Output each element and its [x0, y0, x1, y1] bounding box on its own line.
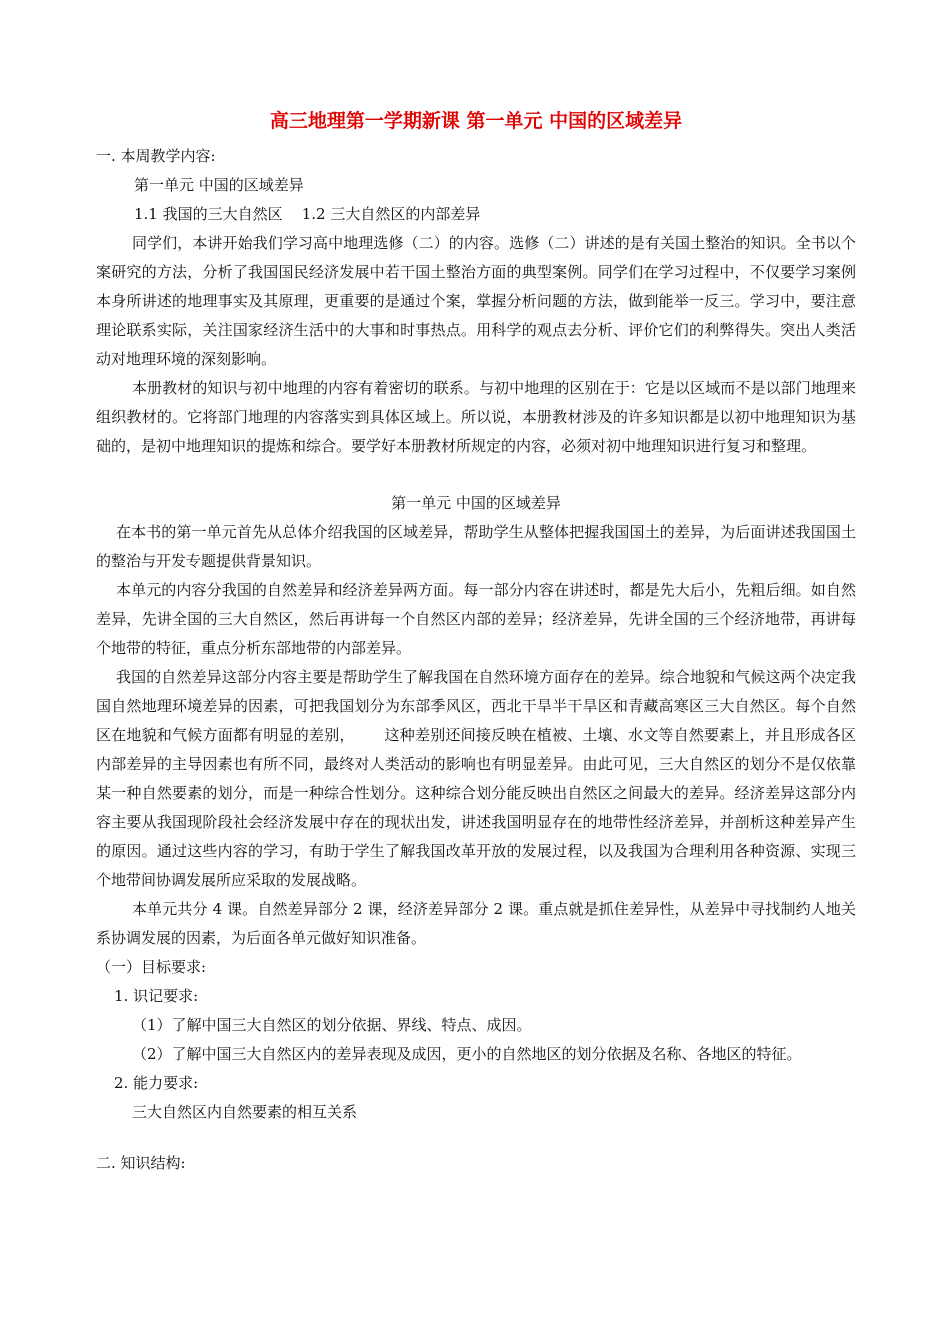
unit-paragraph-2: 本单元的内容分我国的自然差异和经济差异两方面。每一部分内容在讲述时，都是先大后小，先粗后细。如自然差异，先讲全国的三大自然区，然后再讲每一个自然区内部的差异；经济差异，先讲全国的三个经济地带，再讲每个地带的特征，重点分析东部地带的内部差异。	[96, 581, 856, 657]
goal-2-heading: 2. 能力要求:	[114, 1074, 199, 1092]
intro-paragraph-2: 本册教材的知识与初中地理的内容有着密切的联系。与初中地理的区别在于：它是以区域而不是以部门地理来组织教材的。它将部门地理的内容落实到具体区域上。所以说，本册教材涉及的许多知识都是以初中地理知识为基础的，是初中地理知识的提炼和综合。要学好本册教材所规定的内容，必须对初中地理知识进行复习和整理。	[96, 379, 856, 455]
intro-paragraph-1: 同学们，本讲开始我们学习高中地理选修（二）的内容。选修（二）讲述的是有关国土整治的知识。全书以个案研究的方法，分析了我国国民经济发展中若干国土整治方面的典型案例。同学们在学习过程中，不仅要学习案例本身所讲述的地理事实及其原理，更重要的是通过个案，掌握分析问题的方法，做到能举一反三。学习中，要注意理论联系实际，关注国家经济生活中的大事和时事热点。用科学的观点去分析、评价它们的利弊得失。突出人类活动对地理环境的深刻影响。	[96, 234, 856, 368]
unit-paragraph-4: 本单元共分 4 课。自然差异部分 2 课，经济差异部分 2 课。重点就是抓住差异性，从差异中寻找制约人地关系协调发展的因素，为后面各单元做好知识准备。	[96, 900, 856, 947]
section-2-heading: 二. 知识结构:	[96, 1154, 186, 1172]
spacer	[96, 1127, 856, 1149]
document-page	[96, 108, 856, 1178]
unit-heading: 第一单元 中国的区域差异	[391, 494, 561, 512]
unit-line: 第一单元 中国的区域差异	[134, 176, 304, 194]
goal-1-heading: 1. 识记要求:	[114, 987, 199, 1005]
section-1-heading: 一. 本周教学内容:	[96, 147, 216, 165]
goal-1-item-1: （1）了解中国三大自然区的划分依据、界线、特点、成因。	[132, 1016, 532, 1034]
goals-heading: （一）目标要求:	[96, 958, 207, 976]
unit-paragraph-1: 在本书的第一单元首先从总体介绍我国的区域差异，帮助学生从整体把握我国国土的差异，为后面讲述我国国土的整治与开发专题提供背景知识。	[96, 523, 856, 570]
goal-1-item-2: （2）了解中国三大自然区内的差异表现及成因，更小的自然地区的划分依据及名称、各地区的特征。	[132, 1045, 802, 1063]
spacer	[96, 461, 856, 489]
goal-2-text: 三大自然区内自然要素的相互关系	[132, 1103, 358, 1121]
unit-paragraph-3: 我国的自然差异这部分内容主要是帮助学生了解我国在自然环境方面存在的差异。综合地貌和气候这两个决定我国自然地理环境差异的因素，可把我国划分为东部季风区，西北干旱半干旱区和青藏高寒区三大自然区。每个自然区在地貌和气候方面都有明显的差别， 这种差别还间接反映在植被、土壤、水文等自然要素上，并且形成各区内部差异的主导因素也有所不同，最终对人类活动的影响也有明显差异。由此可见，三大自然区的划分不是仅依靠某一种自然要素的划分，而是一种综合性划分。这种综合划分能反映出自然区之间最大的差异。经济差异这部分内容主要从我国现阶段社会经济发展中存在的现状出发，讲述我国明显存在的地带性经济差异，并剖析这种差异产生的原因。通过这些内容的学习，有助于学生了解我国改革开放的发展过程，以及我国为合理利用各种资源、实现三个地带间协调发展所应采取的发展战略。	[96, 668, 856, 889]
lessons-line: 1.1 我国的三大自然区 1.2 三大自然区的内部差异	[134, 205, 481, 223]
document-title: 高三地理第一学期新课 第一单元 中国的区域差异	[269, 110, 683, 132]
